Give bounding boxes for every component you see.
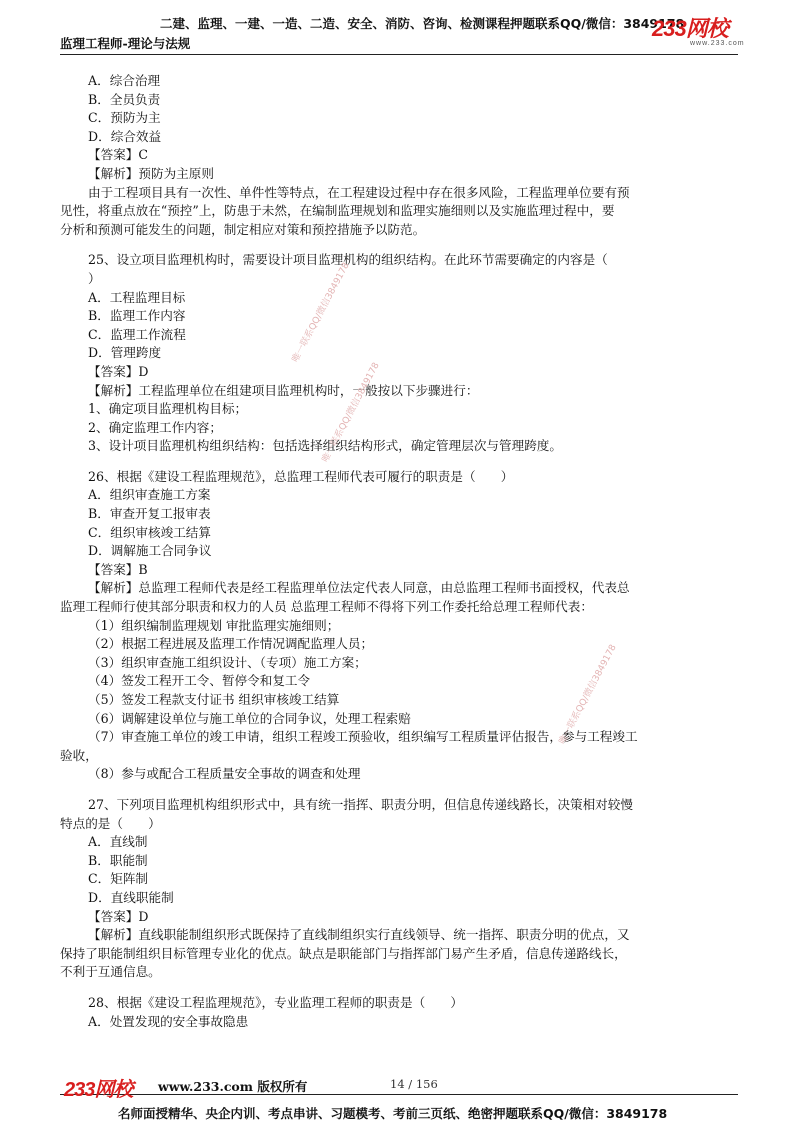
option-a: A．直线制 [88,834,148,850]
option-d: D．综合效益 [88,128,162,144]
question-27-cont: 特点的是（ ） [60,815,161,831]
analysis: 【解析】总监理工程师代表是经工程监理单位法定代表人同意，由总监理工程师书面授权，代表总 [88,580,630,596]
option-a: A．综合治理 [88,73,161,88]
document-subtitle: 监理工程师-理论与法规 [60,36,191,51]
option-b: B．职能制 [88,852,148,868]
analysis-text: 监理工程师行使其部分职责和权力的人员 总监理工程师不得将下列工作委托给总理工程师代表： [60,599,593,615]
analysis-item: （1）组织编制监理规划 审批监理实施细则； [88,617,340,633]
option-a: A．处置发现的安全事故隐患 [88,1013,249,1029]
option-d: D．调解施工合同争议 [88,543,212,559]
page-number: 14 / 156 [390,1077,438,1091]
option-b: B．监理工作内容 [88,308,186,324]
answer: 【答案】D [88,363,149,379]
analysis: 【解析】预防为主原则 [88,165,214,181]
option-b: B．审查开复工报审表 [88,506,211,522]
option-a: A．工程监理目标 [88,289,186,305]
option-b: B．全员负责 [88,91,161,107]
question-25-cont: ） [88,270,101,286]
option-a: A．组织审查施工方案 [88,487,211,503]
analysis-text: 由于工程项目具有一次性、单件性等特点，在工程建设过程中存在很多风险，工程监理单位要有预 [88,184,630,200]
question-28: 28、根据《建设工程监理规范》，专业监理工程师的职责是（ ） [88,994,463,1010]
analysis-item: （7）审查施工单位的竣工申请，组织工程竣工预验收，组织编写工程质量评估报告，参与工程竣工 [88,729,638,745]
footer-promo: 名师面授精华、央企内训、考点串讲、习题模考、考前三页纸、绝密押题联系QQ/微信：3849178 [118,1106,668,1121]
analysis: 【解析】直线职能制组织形式既保持了直线制组织实行直线领导、统一指挥、职责分明的优点，又 [88,927,630,943]
analysis: 【解析】工程监理单位在组建项目监理机构时，一般按以下步骤进行： [88,382,479,398]
analysis-text: 分析和预测可能发生的问题，制定相应对策和预控措施予以防范。 [60,221,426,237]
answer: 【答案】D [88,908,149,924]
watermark-text: 唯一联系QQ/微信3849178 [557,643,619,747]
option-c: C．监理工作流程 [88,326,186,342]
analysis-item: （5）签发工程款支付证书 组织审核竣工结算 [88,692,340,707]
question-25: 25、设立项目监理机构时，需要设计项目监理机构的组织结构。在此环节需要确定的内容是（ [88,252,608,268]
footer-logo: 233网校 [64,1079,133,1101]
analysis-step: 2、确定监理工作内容； [88,419,222,435]
header-divider [60,54,738,55]
analysis-item: （4）签发工程开工令、暂停令和复工令 [88,673,311,689]
brand-logo: 233网校 [652,16,728,41]
analysis-text: 保持了职能制组织目标管理专业化的优点。缺点是职能部门与指挥部门易产生矛盾，信息传递路线长， [60,945,627,961]
header-banner: 二建、监理、一建、一造、二造、安全、消防、咨询、检测课程押题联系QQ/微信：3849178 [160,16,685,31]
analysis-step: 3、设计项目监理机构组织结构：包括选择组织结构形式，确定管理层次与管理跨度。 [88,438,562,454]
analysis-step: 1、确定项目监理机构目标； [88,401,248,417]
footer-copyright: www.233.com 版权所有 [158,1079,308,1094]
option-d: D．管理跨度 [88,345,162,361]
option-c: C．预防为主 [88,110,161,126]
analysis-item: （2）根据工程进展及监理工作情况调配监理人员； [88,636,374,652]
analysis-item: （3）组织审查施工组织设计、（专项）施工方案； [88,654,367,670]
analysis-item: （8）参与或配合工程质量安全事故的调查和处理 [88,766,361,782]
answer: 【答案】C [88,147,149,163]
option-c: C．矩阵制 [88,871,149,887]
question-content [60,72,740,1031]
analysis-item-cont: 验收， [60,747,98,763]
analysis-text: 不利于互通信息。 [60,964,161,980]
question-27: 27、下列项目监理机构组织形式中，具有统一指挥、职责分明，但信息传递线路长，决策相对较慢 [88,796,633,812]
option-d: D．直线职能制 [88,889,174,905]
watermark-text: 唯一联系QQ/微信3849178 [290,261,352,365]
brand-logo-url: www.233.com [690,40,745,47]
option-c: C．组织审核竣工结算 [88,524,211,540]
watermark-text: 唯一联系QQ/微信3849178 [320,361,382,465]
question-26: 26、根据《建设工程监理规范》，总监理工程师代表可履行的职责是（ ） [88,468,514,484]
analysis-text: 见性，将重点放在“预控”上，防患于未然，在编制监理规划和监理实施细则以及实施监理过程中，要 [60,203,615,219]
answer: 【答案】B [88,561,148,577]
analysis-item: （6）调解建设单位与施工单位的合同争议，处理工程索赔 [88,710,411,726]
